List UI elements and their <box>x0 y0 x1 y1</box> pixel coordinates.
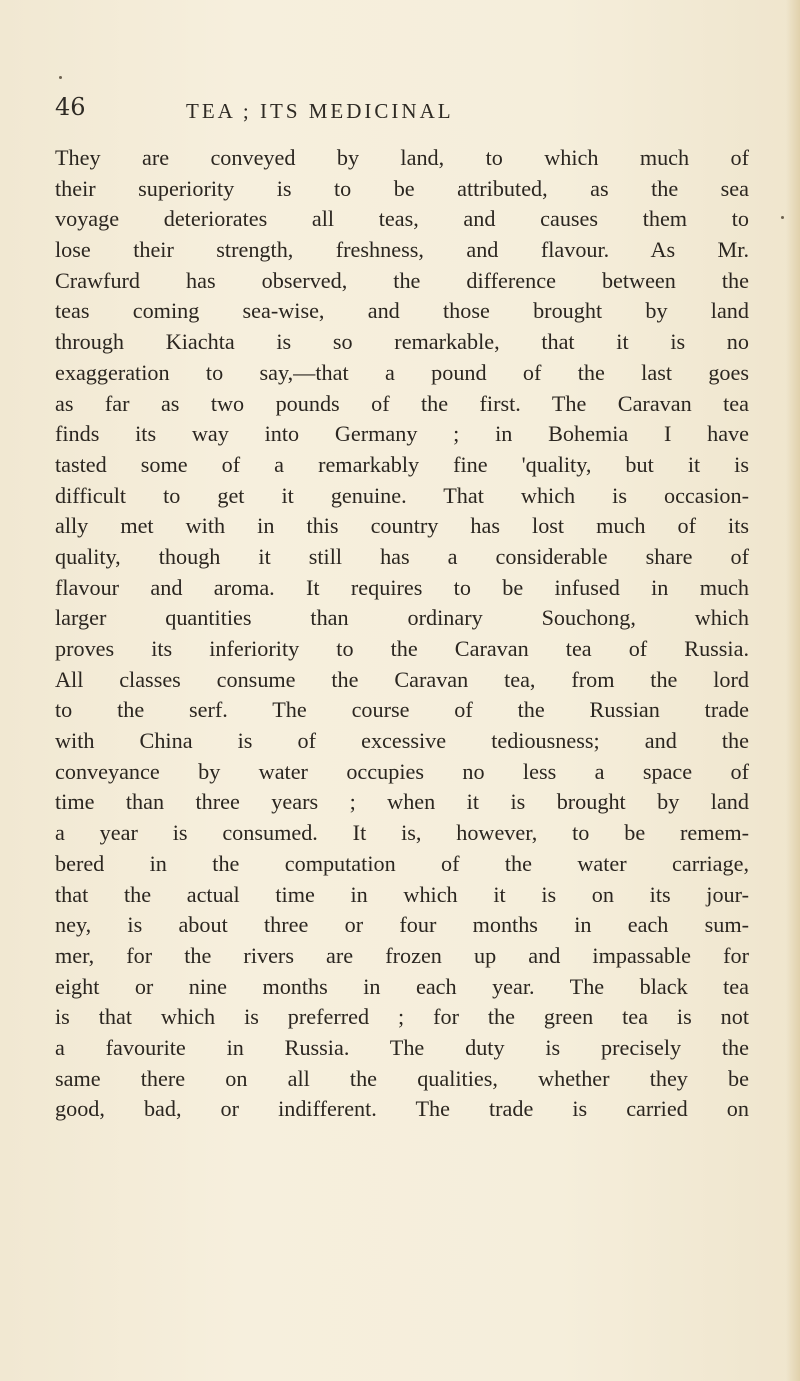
print-speck <box>781 216 784 219</box>
text-line: flavour and aroma. It requires to be infused in much <box>55 574 749 600</box>
text-line: quality, though it still has a considerable share of <box>55 543 749 569</box>
print-speck <box>59 76 62 79</box>
text-line: their superiority is to be attributed, as the sea <box>55 175 749 201</box>
page-edge-shadow <box>786 0 800 1381</box>
text-line: larger quantities than ordinary Souchong, which <box>55 605 749 631</box>
text-line: with China is of excessive tediousness; and the <box>55 728 749 754</box>
text-line: exaggeration to say,—that a pound of the last goes <box>55 359 749 385</box>
text-line: conveyance by water occupies no less a space of <box>55 758 749 784</box>
body-text <box>55 143 749 1125</box>
text-line: Crawfurd has observed, the difference between the <box>55 267 749 293</box>
text-line: They are conveyed by land, to which much of <box>55 145 749 170</box>
text-line: good, bad, or indifferent. The trade is carried on <box>55 1096 749 1122</box>
text-line: a year is consumed. It is, however, to be remem- <box>55 820 749 846</box>
text-line: same there on all the qualities, whether they be <box>55 1065 749 1091</box>
text-line: ally met with in this country has lost much of its <box>55 513 749 539</box>
running-title: TEA ; ITS MEDICINAL <box>186 99 454 123</box>
text-line: is that which is preferred ; for the green tea is not <box>55 1004 749 1030</box>
text-line: teas coming sea-wise, and those brought by land <box>55 298 749 324</box>
text-line: eight or nine months in each year. The black tea <box>55 973 749 999</box>
text-line: to the serf. The course of the Russian trade <box>55 697 749 723</box>
text-line: voyage deteriorates all teas, and causes them to <box>55 206 749 232</box>
text-line: proves its inferiority to the Caravan tea of Russia. <box>55 636 749 661</box>
text-line: difficult to get it genuine. That which is occasion- <box>55 482 749 508</box>
page-number: 46 <box>55 93 86 121</box>
text-line: mer, for the rivers are frozen up and impassable for <box>55 942 749 968</box>
text-line: time than three years ; when it is brought by land <box>55 789 749 815</box>
text-line: lose their strength, freshness, and flavour. As Mr. <box>55 237 749 263</box>
text-line: ney, is about three or four months in each sum- <box>55 912 749 938</box>
text-line: as far as two pounds of the first. The Caravan tea <box>55 390 749 416</box>
text-line: a favourite in Russia. The duty is precisely the <box>55 1034 749 1060</box>
text-line: All classes consume the Caravan tea, from the lord <box>55 666 749 692</box>
text-line: tasted some of a remarkably fine 'quality, but it is <box>55 451 749 477</box>
text-line: bered in the computation of the water carriage, <box>55 850 749 876</box>
running-head <box>55 93 755 133</box>
text-line: that the actual time in which it is on its jour- <box>55 881 749 907</box>
text-line: through Kiachta is so remarkable, that it is no <box>55 329 749 355</box>
text-line: finds its way into Germany ; in Bohemia I have <box>55 421 749 447</box>
